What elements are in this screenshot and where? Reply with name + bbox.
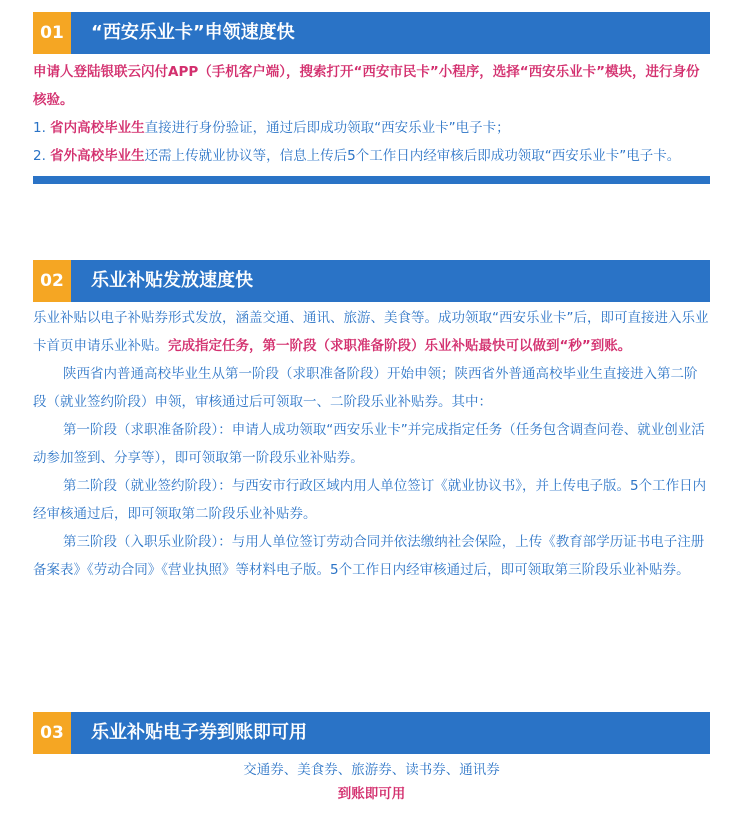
section-03 — [33, 712, 710, 806]
section-02 — [33, 260, 710, 584]
s2-para-1: 乐业补贴以电子补贴券形式发放，涵盖交通、通讯、旅游、美食等。成功领取“西安乐业卡”后，即可直接进入乐业卡首页申请乐业补贴。完成指定任务，第一阶段（求职准备阶段）乐业补贴最快可以做到“秒”到账。 — [33, 310, 709, 354]
s3-available-note: 到账即可用 — [337, 786, 406, 802]
section-03-title: 乐业补贴电子券到账即可用 — [91, 722, 307, 743]
s2-para-5: 第三阶段（入职乐业阶段）：与用人单位签订劳动合同并依法缴纳社会保险，上传《教育部学历证书电子注册备案表》《劳动合同》《营业执照》等材料电子版。5个工作日内经审核通过后，即可领取第三阶段乐业补贴券。 — [33, 534, 705, 578]
s2-para-4: 第二阶段（就业签约阶段）：与西安市行政区域内用人单位签订《就业协议书》，并上传电子版。5个工作日内经审核通过后，即可领取第二阶段乐业补贴券。 — [33, 478, 707, 522]
section-03-number: 03 — [33, 712, 71, 754]
s1-intro: 申请人登陆银联云闪付APP（手机客户端），搜索打开“西安市民卡”小程序，选择“西安乐业卡”模块，进行身份核验。 — [33, 64, 700, 108]
s2-para-2: 陕西省内普通高校毕业生从第一阶段（求职准备阶段）开始申领；陕西省外普通高校毕业生直接进入第二阶段（就业签约阶段）申领，审核通过后可领取一、二阶段乐业补贴券。其中： — [33, 366, 698, 410]
section-01-divider — [33, 176, 710, 184]
s1-item-1: 1. 省内高校毕业生直接进行身份验证，通过后即成功领取“西安乐业卡”电子卡； — [33, 120, 510, 136]
section-01-title: “西安乐业卡”申领速度快 — [91, 22, 295, 43]
section-01-header — [33, 12, 710, 54]
s3-voucher-types: 交通券、美食券、旅游券、读书券、通讯券 — [243, 762, 500, 778]
s1-item-2: 2. 省外高校毕业生还需上传就业协议等，信息上传后5个工作日内经审核后即成功领取“西安乐业卡”电子卡。 — [33, 148, 681, 164]
s2-para-3: 第一阶段（求职准备阶段）：申请人成功领取“西安乐业卡”并完成指定任务（任务包含调查问卷、就业创业活动参加签到、分享等），即可领取第一阶段乐业补贴券。 — [33, 422, 705, 466]
section-02-number: 02 — [33, 260, 71, 302]
section-02-title: 乐业补贴发放速度快 — [91, 270, 253, 291]
section-02-header — [33, 260, 710, 302]
section-01-number: 01 — [33, 12, 71, 54]
section-03-header — [33, 712, 710, 754]
section-01 — [33, 12, 710, 184]
